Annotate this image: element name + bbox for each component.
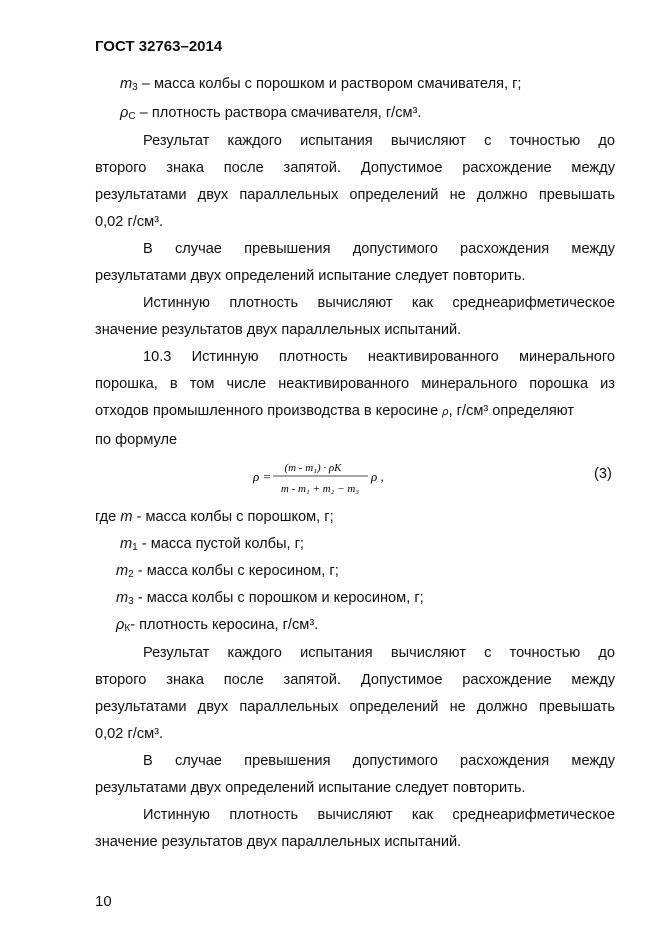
paragraph-line: значение результатов двух параллельных испытаний. (95, 834, 462, 850)
page-number: 10 (95, 893, 112, 910)
document-header: ГОСТ 32763–2014 (95, 38, 223, 55)
definition-m1: $m_1$ - масса пустой колбы, г; (120, 536, 304, 553)
definition-m2: $m_2$ - масса колбы с керосином, г; (116, 563, 339, 580)
paragraph-line: Результат каждого испытания вычисляют с точностью до (143, 645, 615, 661)
paragraph-line: значение результатов двух параллельных испытаний. (95, 322, 462, 338)
paragraph-line: 0,02 г/см³. (95, 726, 164, 742)
density-formula (253, 458, 393, 498)
formula-tail: ρ , (371, 469, 384, 484)
paragraph-line: результатами двух параллельных определений не должно превышать (95, 699, 615, 715)
definition-m3-kerosene: $m_3$ - масса колбы с порошком и керосином, г; (116, 590, 424, 607)
rho-symbol: ρ (442, 406, 449, 418)
formula-number: (3) (594, 466, 612, 482)
paragraph-line: 0,02 г/см³. (95, 214, 164, 230)
paragraph-line: Истинную плотность вычисляют как среднеарифметическое (143, 295, 615, 311)
paragraph-line: по формуле (95, 432, 178, 448)
paragraph-line: отходов промышленного производства в керосине ρ, г/см³ определяют (95, 403, 575, 419)
paragraph-line: Истинную плотность вычисляют как среднеарифметическое (143, 807, 615, 823)
definition-rho-k: $\rho_К-$ плотность керосина, г/см³. (116, 617, 319, 634)
paragraph-line: Результат каждого испытания вычисляют с точностью до (143, 133, 615, 149)
paragraph-line: результатами двух определений испытание следует повторить. (95, 780, 526, 796)
paragraph-line: В случае превышения допустимого расхождения между (143, 241, 615, 257)
formula-numerator: (m - m₁) · ρK (284, 462, 342, 474)
definition-m: где m - масса колбы с порошком, г; (95, 509, 334, 525)
paragraph-line: В случае превышения допустимого расхождения между (143, 753, 615, 769)
paragraph-line: 10.3 Истинную плотность неактивированного минерального (143, 349, 615, 365)
formula-lhs: ρ = (253, 469, 272, 484)
paragraph-line: второго знака после запятой. Допустимое расхождение между (95, 160, 615, 176)
paragraph-line: результатами двух параллельных определений не должно превышать (95, 187, 615, 203)
paragraph-line: результатами двух определений испытание следует повторить. (95, 268, 526, 284)
definition-m3: $m_3$ – масса колбы с порошком и раствором смачивателя, г; (120, 76, 522, 93)
definition-rho-c: $\rho_С$ – плотность раствора смачивателя, г/см³. (120, 105, 422, 122)
paragraph-line: порошка, в том числе неактивированного минерального порошка из (95, 376, 615, 392)
paragraph-line: второго знака после запятой. Допустимое расхождение между (95, 672, 615, 688)
formula-denominator: m - m₁ + m₂ − m₃ (280, 483, 360, 495)
